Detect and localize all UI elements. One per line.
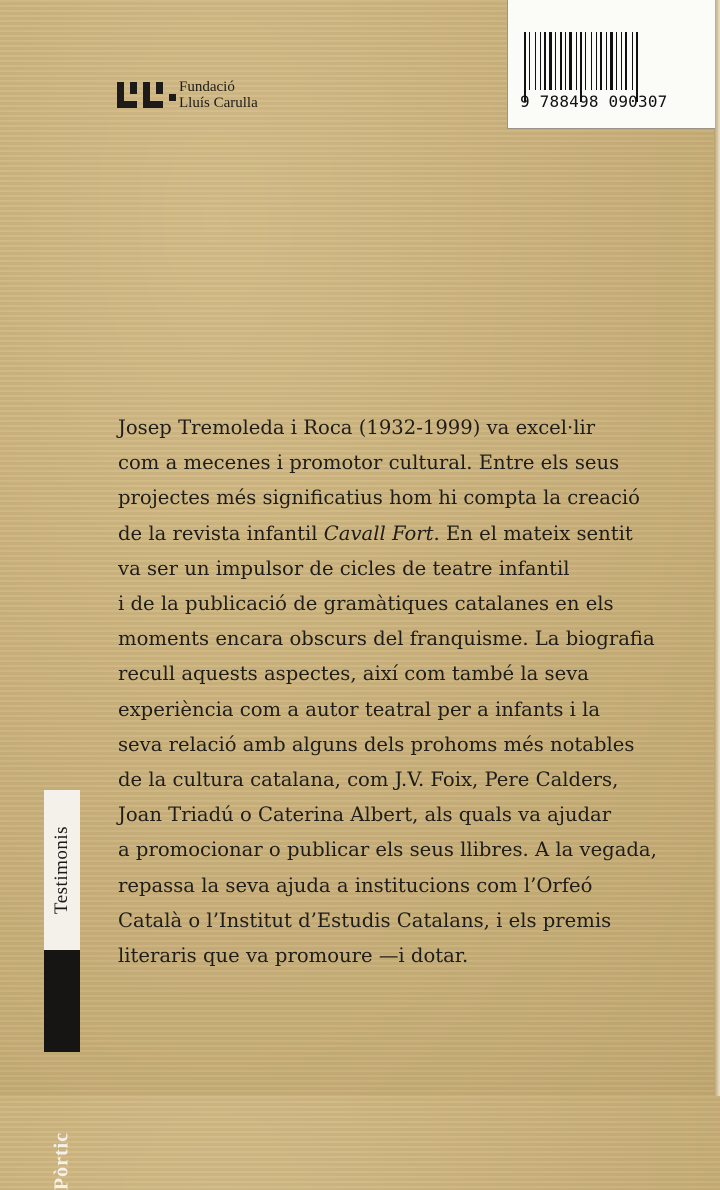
barcode-stripe xyxy=(623,32,624,90)
barcode-stripe xyxy=(535,32,536,90)
barcode-stripe xyxy=(542,32,543,90)
series-name: Pòrtic xyxy=(50,1131,73,1190)
description-line: va ser un impulsor de cicles de teatre infantil xyxy=(118,556,570,580)
barcode-stripe xyxy=(596,32,597,90)
publisher-name-line2: Lluís Carulla xyxy=(179,95,258,111)
barcode-stripe xyxy=(618,32,620,90)
description-line: literaris que va promoure —i dotar. xyxy=(118,944,469,968)
barcode-icon xyxy=(524,32,702,90)
barcode-stripe xyxy=(608,32,609,90)
cover-edge xyxy=(714,0,720,1096)
description-line: a promocionar o publicar els seus llibres. A la vegada, xyxy=(118,838,657,862)
description-line-start: de la revista infantil xyxy=(118,521,324,545)
description-line-end: . En el mateix sentit xyxy=(433,521,633,545)
barcode-stripe xyxy=(628,32,631,90)
fundacio-lluis-carulla-logo-icon xyxy=(117,82,179,108)
magazine-title: Cavall Fort xyxy=(323,521,434,545)
isbn-barcode xyxy=(507,0,715,129)
barcode-stripe xyxy=(555,32,556,90)
barcode-stripe xyxy=(553,32,554,90)
description-line xyxy=(118,516,678,551)
barcode-stripe xyxy=(598,32,599,90)
barcode-stripe xyxy=(529,32,530,90)
barcode-stripe xyxy=(549,32,552,90)
book-description xyxy=(118,410,678,973)
barcode-stripe xyxy=(576,32,577,90)
barcode-stripe xyxy=(587,32,590,90)
description-line: projectes més significatius hom hi compta la creació xyxy=(118,486,640,510)
barcode-stripe xyxy=(547,32,548,90)
barcode-stripe xyxy=(578,32,579,90)
barcode-stripe xyxy=(625,32,627,90)
barcode-stripe xyxy=(557,32,559,90)
description-line: Josep Tremoleda i Roca (1932-1999) va excel·lir xyxy=(118,416,596,439)
barcode-stripe xyxy=(565,32,566,90)
barcode-stripe xyxy=(616,32,617,90)
barcode-stripe xyxy=(560,32,562,90)
description-line: recull aquests aspectes, així com també la seva xyxy=(118,662,589,686)
barcode-stripe xyxy=(531,32,534,90)
description-line: de la cultura catalana, com J.V. Foix, Pere Calders, xyxy=(118,768,619,792)
description-line: i de la publicació de gramàtiques catalanes en els xyxy=(118,592,614,616)
isbn-number: 9 788498 090307 xyxy=(520,92,668,111)
publisher-name-line1: Fundació xyxy=(179,79,235,95)
series-band xyxy=(44,950,80,1190)
description-line: Joan Triadú o Caterina Albert, als quals va ajudar xyxy=(118,803,612,827)
barcode-stripe xyxy=(606,32,607,90)
barcode-stripe xyxy=(593,32,595,90)
subseries-band xyxy=(44,790,80,950)
barcode-stripe xyxy=(540,32,541,90)
barcode-stripe xyxy=(621,32,622,90)
publisher-name xyxy=(179,79,258,111)
barcode-stripe xyxy=(632,32,633,90)
barcode-stripe xyxy=(591,32,592,90)
barcode-stripe xyxy=(614,32,615,90)
barcode-stripe xyxy=(569,32,572,90)
publisher-logo xyxy=(117,79,287,115)
description-line: moments encara obscurs del franquisme. La biografia xyxy=(118,627,655,651)
barcode-stripe xyxy=(585,32,586,90)
description-line: seva relació amb alguns dels prohoms més notables xyxy=(118,732,635,756)
barcode-stripe xyxy=(610,32,613,90)
description-line: com a mecenes i promotor cultural. Entre els seus xyxy=(118,451,620,475)
series-label xyxy=(44,790,80,1190)
barcode-stripe xyxy=(537,32,539,90)
barcode-stripe xyxy=(600,32,602,90)
barcode-stripe xyxy=(563,32,564,90)
barcode-stripe xyxy=(603,32,605,90)
subseries-name: Testimonis xyxy=(51,825,72,915)
description-line: repassa la seva ajuda a institucions com l’Orfeó xyxy=(118,873,593,897)
barcode-stripe xyxy=(567,32,568,90)
barcode-stripe xyxy=(573,32,575,90)
description-line: experiència com a autor teatral per a infants i la xyxy=(118,697,601,721)
barcode-stripe xyxy=(544,32,546,90)
description-line: Català o l’Institut d’Estudis Catalans, i els premis xyxy=(118,908,612,932)
